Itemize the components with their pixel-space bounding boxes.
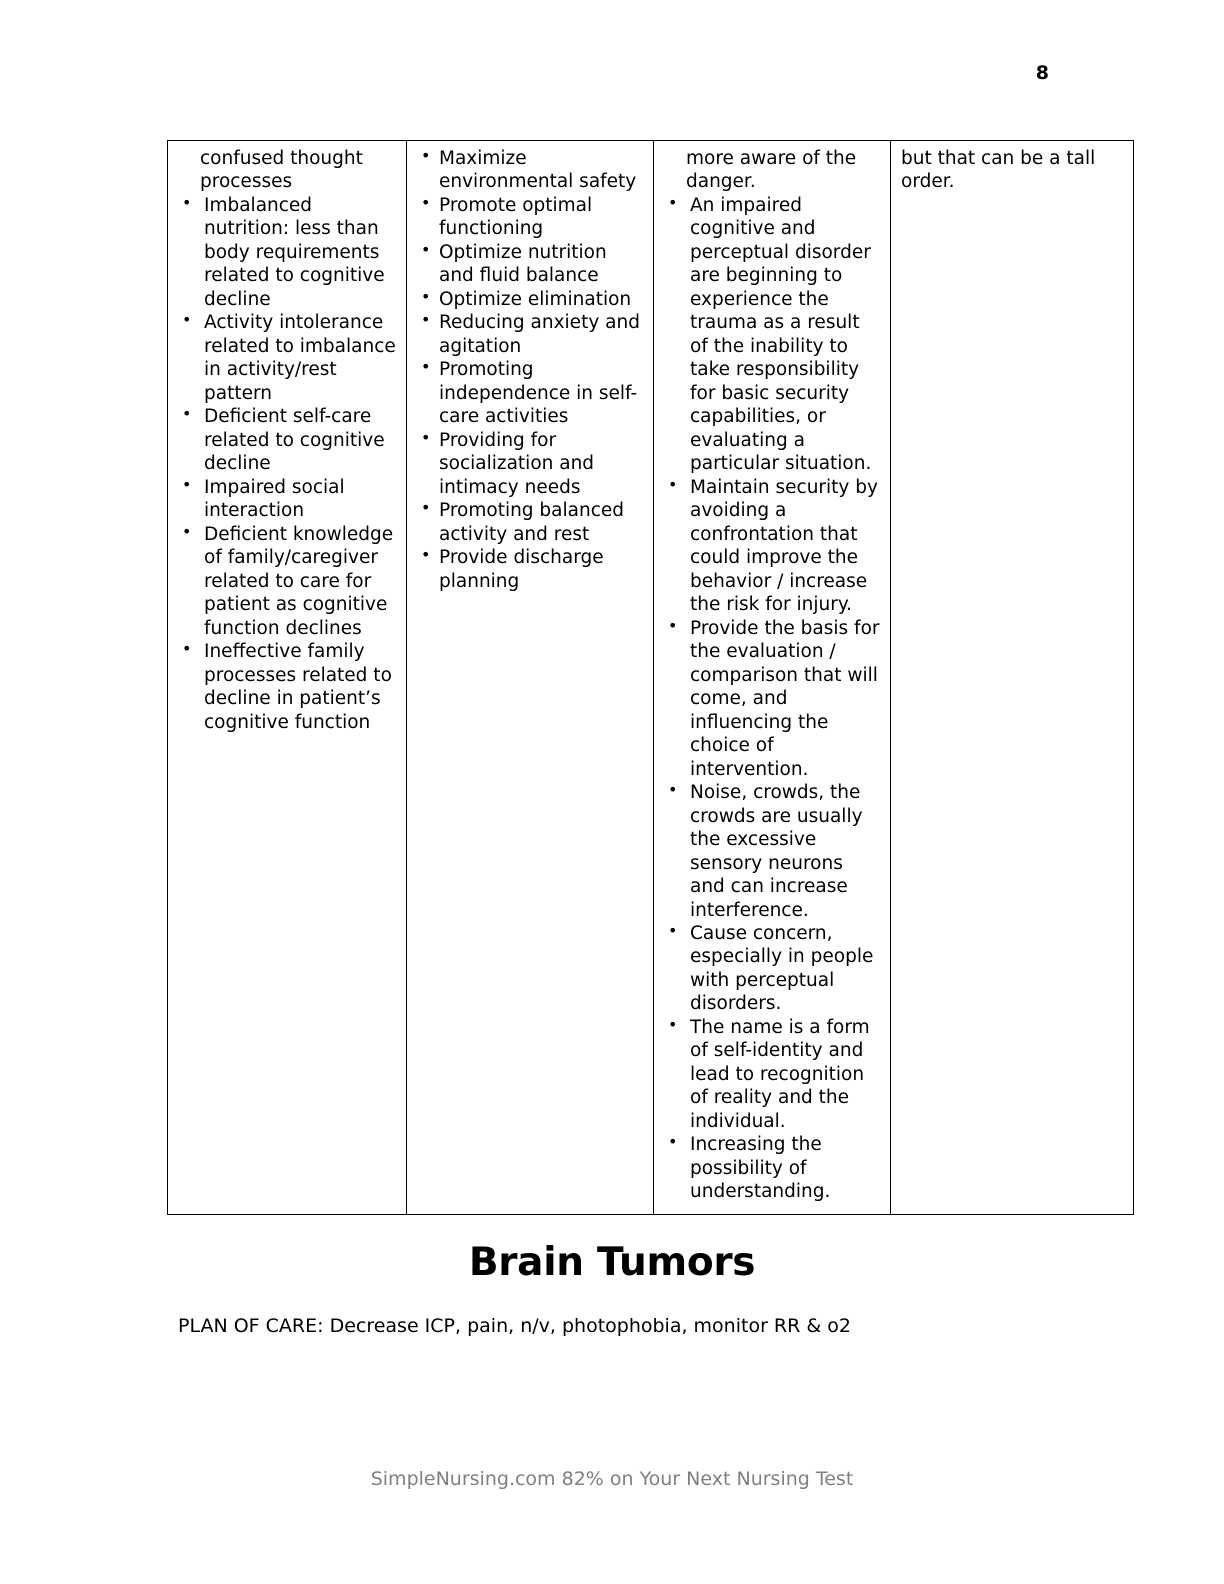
page-footer: SimpleNursing.com 82% on Your Next Nursing Test	[370, 1468, 854, 1490]
list-item: • Maintain security by avoiding a confrontation that could improve the behavior / increase the risk for injury.	[664, 476, 880, 617]
list-item: • Optimize nutrition and fluid balance	[417, 241, 643, 288]
list-item: • Reducing anxiety and agitation	[417, 311, 643, 358]
cell-lead-text: but that can be a tall order.	[901, 148, 1096, 193]
plan-of-care-text: PLAN OF CARE: Decrease ICP, pain, n/v, photophobia, monitor RR & o2	[178, 1315, 851, 1337]
list-item: • Deficient knowledge of family/caregiver related to care for patient as cognitive function declines	[178, 523, 396, 640]
bullet-list	[664, 194, 880, 1204]
table-row	[168, 141, 1134, 1215]
list-item: • Promoting balanced activity and rest	[417, 499, 643, 546]
list-item: • Promote optimal functioning	[417, 194, 643, 241]
list-item: • Promoting independence in self-care activities	[417, 358, 643, 428]
list-item: • Impaired social interaction	[178, 476, 396, 523]
table-cell-nursing-diagnoses	[168, 141, 407, 1215]
bullet-list	[178, 194, 396, 734]
list-item: • Cause concern, especially in people with perceptual disorders.	[664, 922, 880, 1016]
list-item: • The name is a form of self-identity and lead to recognition of reality and the individual.	[664, 1016, 880, 1133]
list-item: • Maximize environmental safety	[417, 147, 643, 194]
list-item: • Increasing the possibility of understanding.	[664, 1133, 880, 1203]
list-item: • Optimize elimination	[417, 288, 643, 311]
page-title: Brain Tumors	[468, 1240, 756, 1285]
table-cell-evaluation	[891, 141, 1134, 1215]
list-item: • Noise, crowds, the crowds are usually the excessive sensory neurons and can increase interference.	[664, 781, 880, 922]
list-item: • Imbalanced nutrition: less than body requirements related to cognitive decline	[178, 194, 396, 311]
table-cell-rationale	[654, 141, 891, 1215]
list-item: • Provide the basis for the evaluation / comparison that will come, and influencing the choice of intervention.	[664, 617, 880, 781]
list-item: • Activity intolerance related to imbalance in activity/rest pattern	[178, 311, 396, 405]
list-item: • Provide discharge planning	[417, 546, 643, 593]
table-cell-goals	[407, 141, 654, 1215]
list-item: • An impaired cognitive and perceptual disorder are beginning to experience the trauma as a result of the inability to take responsibility for basic security capabilities, or evaluating a particular situation.	[664, 194, 880, 476]
list-item: • Deficient self-care related to cognitive decline	[178, 405, 396, 475]
list-item: • Providing for socialization and intimacy needs	[417, 429, 643, 499]
cell-lead-text: confused thought processes	[200, 148, 363, 193]
bullet-list	[417, 147, 643, 593]
care-plan-table	[167, 140, 1134, 1215]
cell-lead-text: more aware of the danger.	[686, 148, 857, 193]
page-number: 8	[1035, 62, 1049, 84]
list-item: • Ineffective family processes related to decline in patient’s cognitive function	[178, 640, 396, 734]
